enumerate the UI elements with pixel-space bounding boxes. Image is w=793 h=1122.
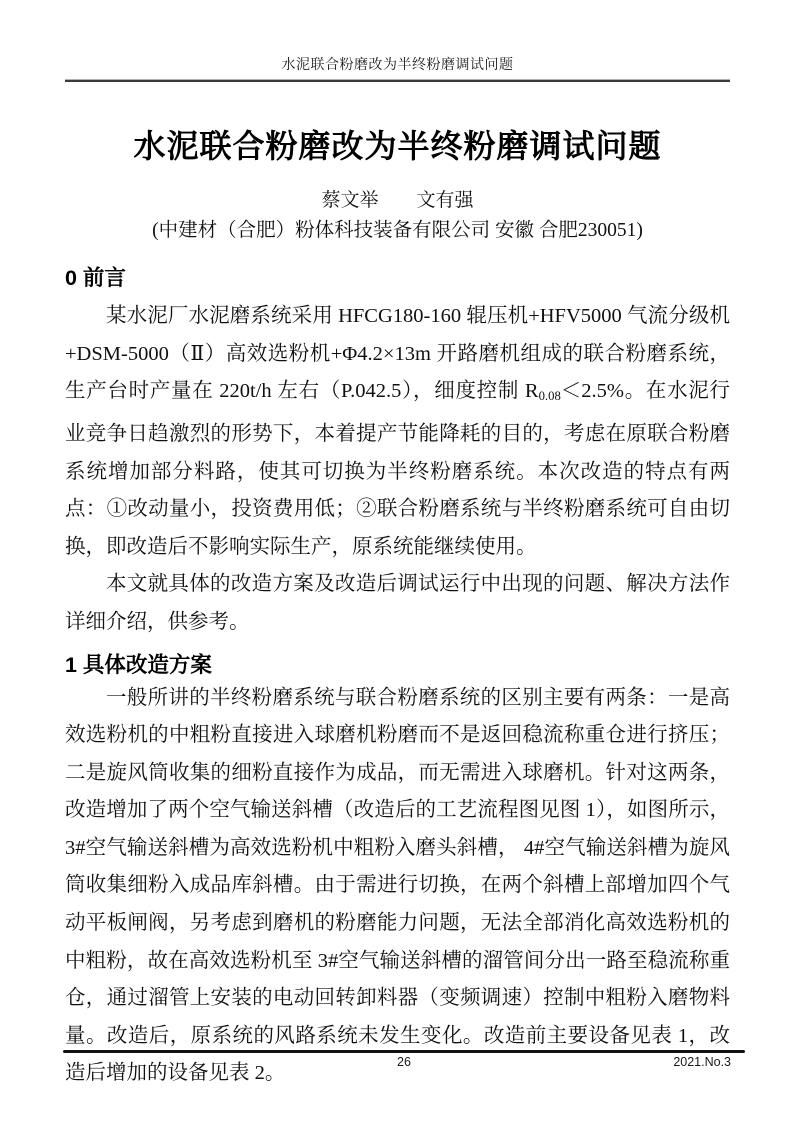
paragraph-text: 某水泥厂水泥磨系统采用 HFCG180-160 辊压机+HFV5000 气流分级机+DSM-5000（Ⅱ）高效选粉机+Φ4.2×13m 开路磨机组成的联合粉磨系统，生产台时产量在 220t/h 左右（P.042.5），细度控制 R <box>65 305 730 403</box>
paragraph-text: ＜2.5%。在水泥行业竞争日趋激烈的形势下，本着提产节能降耗的目的，考虑在原联合粉磨系统增加部分料路，使其可切换为半终粉磨系统。本次改造的特点有两点：①改动量小，投资费用低；②联合粉磨系统与半终粉磨系统可自由切换，即改造后不影响实际生产，原系统能继续使用。 <box>65 380 730 558</box>
header-rule <box>65 79 730 82</box>
footer-row <box>63 1053 745 1073</box>
issue-label: 2021.No.3 <box>673 1054 731 1069</box>
page-footer <box>63 1050 745 1073</box>
page-number: 26 <box>397 1054 411 1069</box>
running-head-title: 水泥联合粉磨改为半终粉磨调试问题 <box>281 58 514 73</box>
preface-paragraph-1 <box>65 298 730 566</box>
affiliation-line: (中建材（合肥）粉体科技装备有限公司 安徽 合肥230051) <box>152 220 643 241</box>
authors-line: 蔡文举 文有强 <box>321 190 474 211</box>
section-heading-preface: 0 前言 <box>65 266 126 290</box>
renovation-plan-paragraph-1: 一般所讲的半终粉磨系统与联合粉磨系统的区别主要有两条：一是高效选粉机的中粗粉直接进入球磨机粉磨而不是返回稳流称重仓进行挤压；二是旋风筒收集的细粉直接作为成品，而无需进入球磨机。针对这两条，改造增加了两个空气输送斜槽（改造后的工艺流程图见图 1），如图所示，3#空气输送斜槽为高效选粉机中粗粉入磨头斜槽， 4#空气输送斜槽为旋风筒收集细粉入成品库斜槽。由于需进行切换，在两个斜槽上部增加四个气动平板闸阀，另考虑到磨机的粉磨能力问题，无法全部消化高效选粉机的中粗粉，故在高效选粉机至 3#空气输送斜槽的溜管间分出一路至稳流称重仓，通过溜管上安装的电动回转卸料器（变频调速）控制中粗粉入磨物料量。改造后，原系统的风路系统未发生变化。改造前主要设备见表 1，改造后增加的设备见表 2。 <box>65 686 730 1085</box>
section-heading-renovation-plan: 1 具体改造方案 <box>65 652 212 677</box>
fineness-subscript: 0.08 <box>538 389 561 404</box>
article-title: 水泥联合粉磨改为半终粉磨调试问题 <box>133 128 662 164</box>
preface-paragraph-2: 本文就具体的改造方案及改造后调试运行中出现的问题、解决方法作详细介绍，供参考。 <box>65 573 730 633</box>
